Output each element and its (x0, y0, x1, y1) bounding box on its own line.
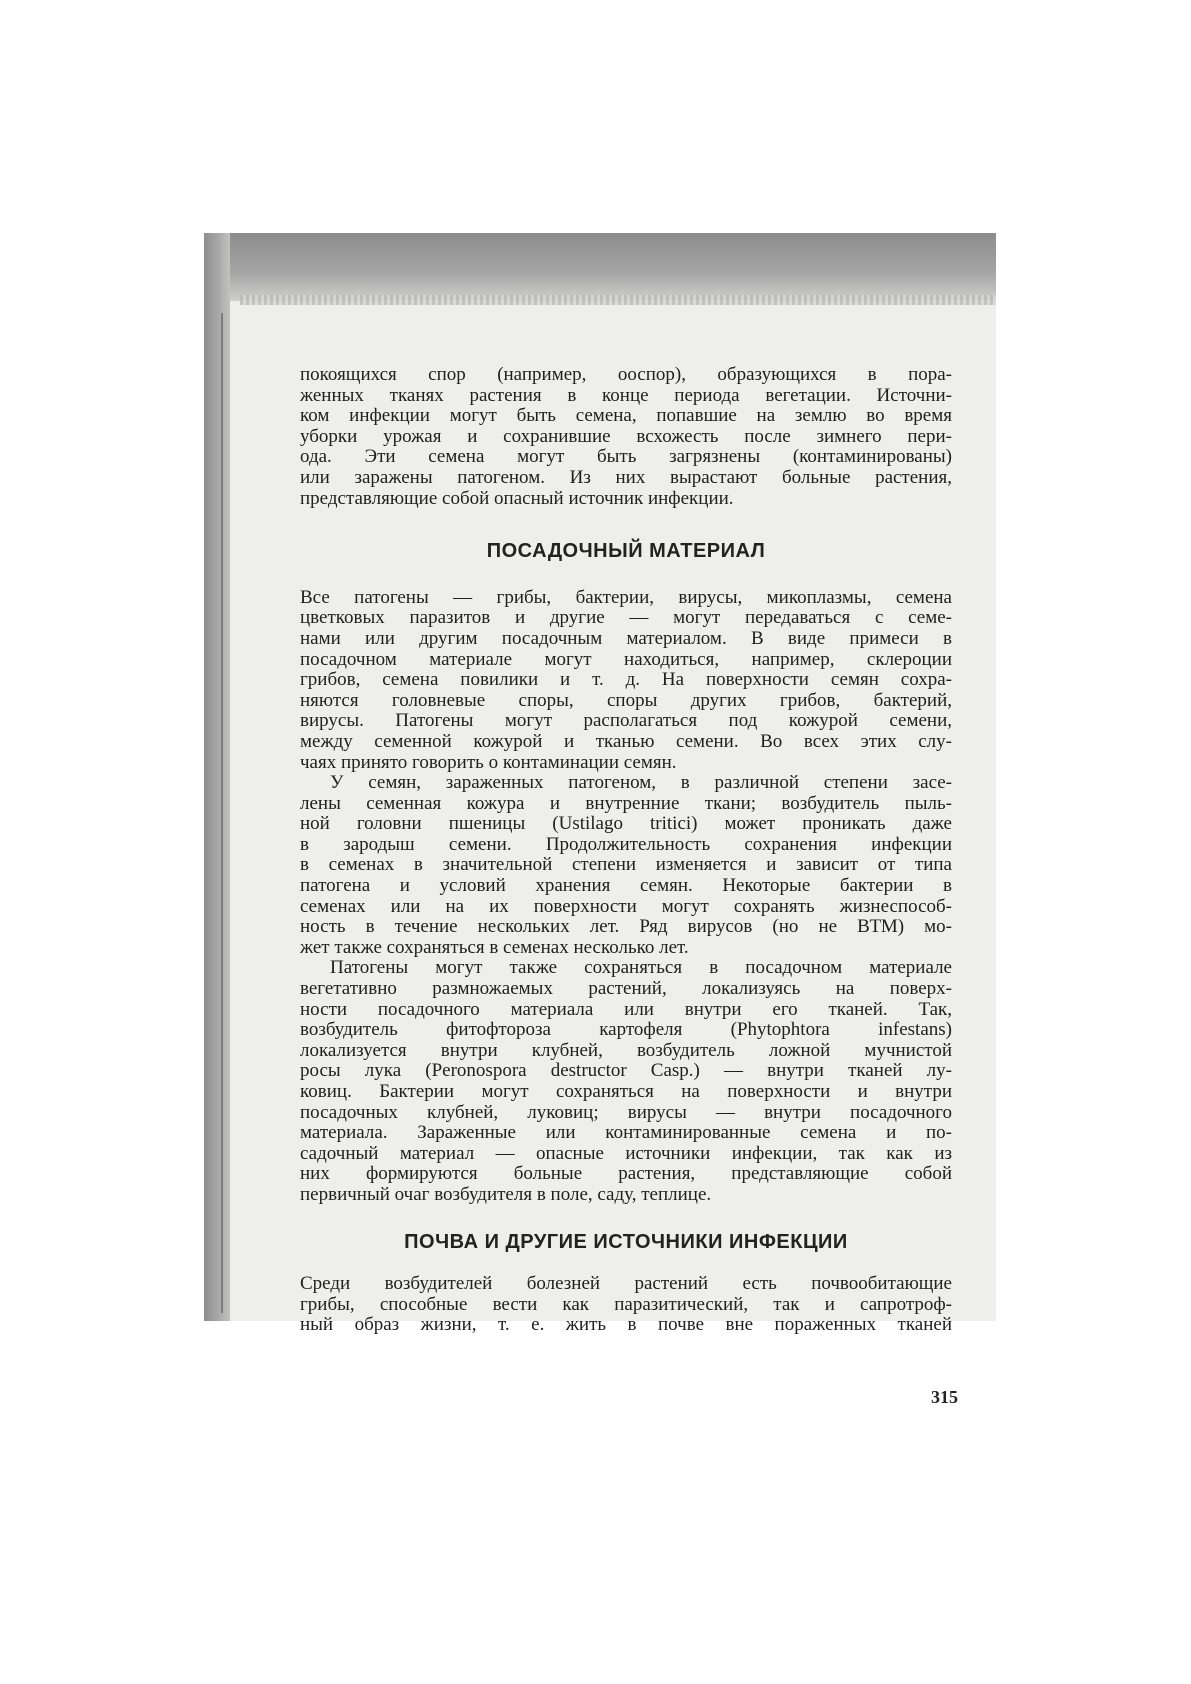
paragraph-2 (300, 588, 952, 773)
text-line: ода. Эти семена могут быть загрязнены (контаминированы) (300, 446, 952, 468)
text-line: жет также сохраняться в семенах несколько лет. (300, 936, 689, 958)
text-column (300, 365, 952, 1336)
text-line: посадочных клубней, луковиц; вирусы — внутри посадочного (300, 1101, 952, 1123)
scan-page-edge (240, 295, 996, 305)
text-line: росы лука (Peronospora destructor Casp.) — внутри тканей лу- (300, 1060, 952, 1082)
paragraph-1 (300, 365, 952, 509)
text-line: представляющие собой опасный источник инфекции. (300, 487, 734, 509)
text-line: цветковых паразитов и другие — могут передаваться с семе- (300, 607, 952, 629)
text-line: вирусы. Патогены могут располагаться под кожурой семени, (300, 710, 952, 732)
text-line: Среди возбудителей болезней растений есть почвообитающие (300, 1273, 952, 1295)
text-line: женных тканях растения в конце периода вегетации. Источни- (300, 384, 952, 406)
text-line: чаях принято говорить о контаминации семян. (300, 751, 677, 773)
text-line: возбудитель фитофтороза картофеля (Phytophtora infestans) (300, 1019, 952, 1041)
text-line: ковиц. Бактерии могут сохраняться на поверхности и внутри (300, 1081, 952, 1102)
text-line: лены семенная кожура и внутренние ткани; возбудитель пыль- (300, 792, 952, 814)
section-heading-soil-sources: ПОЧВА И ДРУГИЕ ИСТОЧНИКИ ИНФЕКЦИИ (404, 1230, 848, 1253)
text-line: нами или другим посадочным материалом. В виде примеси в (300, 627, 952, 649)
text-line: грибов, семена повилики и т. д. На поверхности семян сохра- (300, 669, 952, 691)
text-line: вегетативно размножаемых растений, локализуясь на поверх- (300, 978, 952, 1000)
paragraph-4 (300, 958, 952, 1205)
section-heading-planting-material: ПОСАДОЧНЫЙ МАТЕРИАЛ (486, 540, 766, 563)
text-line: ной головни пшеницы (Ustilago tritici) может проникать даже (300, 813, 952, 835)
paragraph-5 (300, 1274, 952, 1336)
scanned-page (204, 233, 996, 1407)
paragraph-3 (300, 773, 952, 958)
text-line: посадочном материале могут находиться, например, склероции (300, 648, 952, 670)
text-line: патогена и условий хранения семян. Некоторые бактерии в (300, 875, 952, 897)
text-line: ности посадочного материала или внутри его тканей. Так, (300, 998, 952, 1020)
text-line: материала. Зараженные или контаминированные семена и по- (300, 1122, 952, 1144)
text-line: них формируются больные растения, представляющие собой (300, 1163, 952, 1185)
text-line: ность в течение нескольких лет. Ряд вирусов (но не ВТМ) мо- (300, 916, 952, 938)
text-line: Патогены могут также сохраняться в посадочном материале (330, 957, 952, 979)
page-number: 315 (931, 1387, 958, 1407)
text-line: грибы, способные вести как паразитический, так и сапротроф- (300, 1293, 952, 1315)
text-line: или заражены патогеном. Из них вырастают больные растения, (300, 466, 952, 488)
text-line: в семенах в значительной степени изменяется и зависит от типа (300, 854, 952, 876)
text-line: семенах или на их поверхности могут сохранять жизнеспособ- (300, 895, 952, 917)
scan-top-shadow (204, 233, 996, 301)
text-line: ком инфекции могут быть семена, попавшие на землю во время (300, 405, 952, 427)
text-line: садочный материал — опасные источники инфекции, так как из (300, 1142, 952, 1164)
text-line: первичный очаг возбудителя в поле, саду, теплице. (300, 1183, 712, 1205)
text-line: между семенной кожурой и тканью семени. Во всех этих слу- (300, 730, 952, 752)
book-spine-line (221, 313, 223, 1313)
text-line: няются головневые споры, споры других грибов, бактерий, (300, 689, 952, 711)
text-line: ный образ жизни, т. е. жить в почве вне пораженных тканей (300, 1314, 952, 1336)
text-line: в зародыш семени. Продолжительность сохранения инфекции (300, 833, 952, 855)
text-line: У семян, зараженных патогеном, в различной степени засе- (330, 772, 952, 794)
text-line: покоящихся спор (например, ооспор), образующихся в пора- (300, 364, 952, 385)
text-line: локализуется внутри клубней, возбудитель ложной мучнистой (300, 1039, 952, 1061)
text-line: уборки урожая и сохранившие всхожесть после зимнего пери- (300, 425, 952, 447)
text-line: Все патогены — грибы, бактерии, вирусы, микоплазмы, семена (300, 586, 952, 608)
scan-left-shadow (204, 233, 230, 1321)
